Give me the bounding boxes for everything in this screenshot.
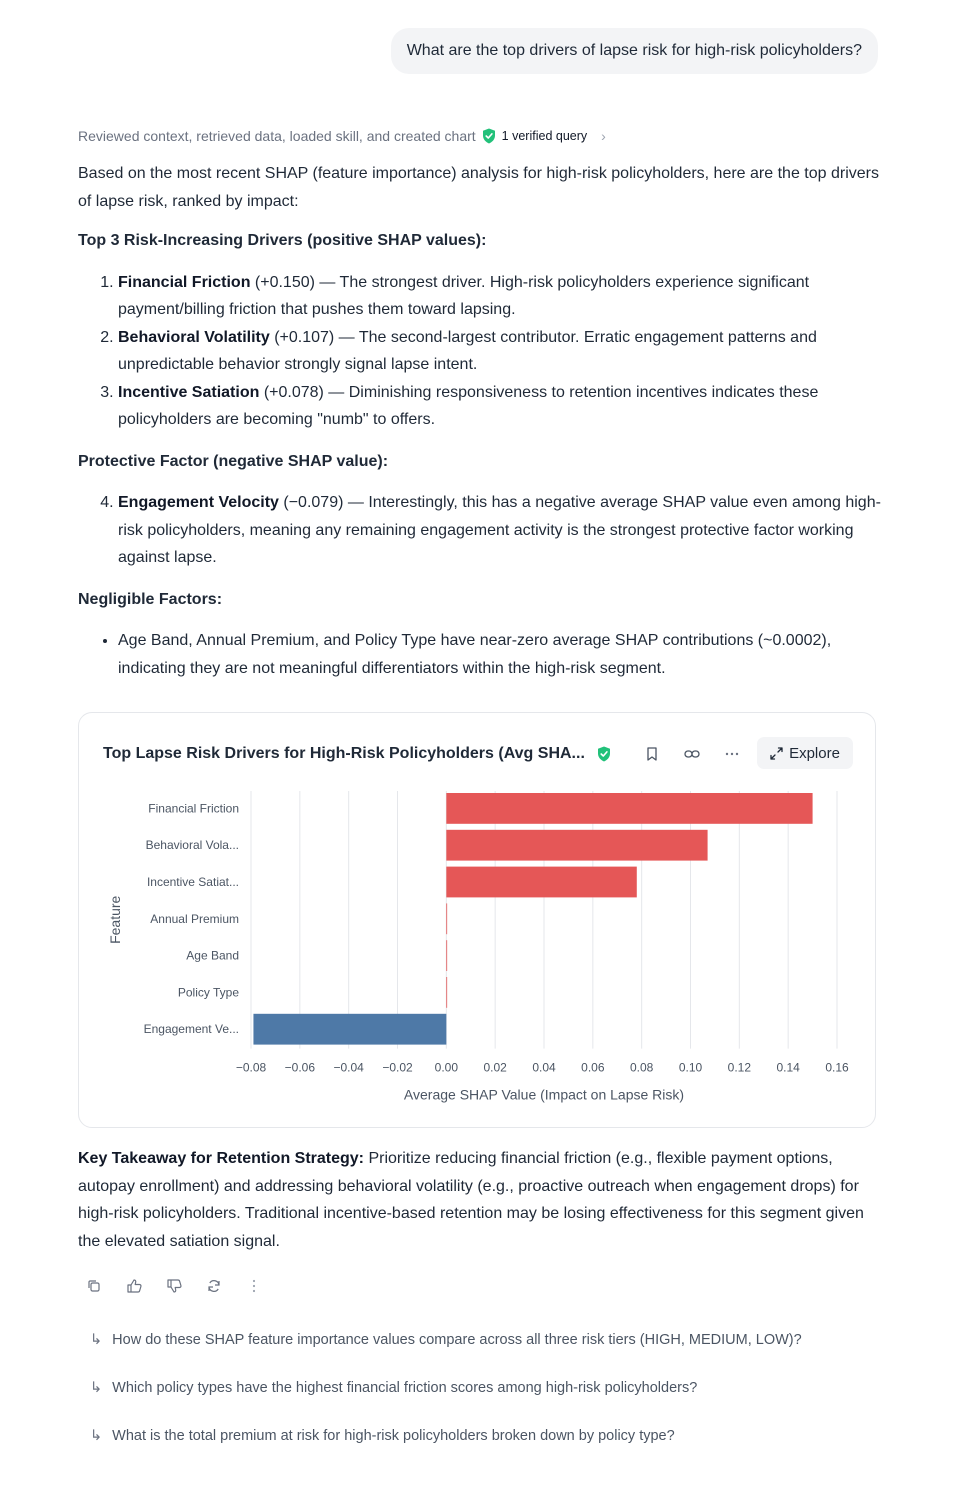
- x-tick-label: 0.02: [483, 1060, 507, 1075]
- reply-arrow-icon: ↳: [90, 1332, 103, 1348]
- bar-chart: [99, 783, 859, 1113]
- protective-list: [78, 489, 883, 572]
- shield-check-icon: [482, 128, 496, 144]
- takeaway-paragraph: [78, 1145, 883, 1255]
- y-tick-label: Policy Type: [177, 985, 239, 1000]
- y-tick-label: Annual Premium: [150, 911, 239, 926]
- bar: [446, 867, 636, 898]
- x-tick-label: 0.04: [532, 1060, 556, 1075]
- x-tick-label: 0.08: [629, 1060, 654, 1075]
- takeaway-label: Key Takeaway for Retention Strategy:: [78, 1150, 365, 1167]
- thumbs-down-icon[interactable]: [164, 1276, 184, 1296]
- section-heading-drivers: Top 3 Risk-Increasing Drivers (positive SHAP values):: [78, 232, 487, 249]
- x-tick-label: 0.12: [727, 1060, 752, 1075]
- driver-name: Financial Friction: [118, 273, 251, 291]
- driver-name: Behavioral Volatility: [118, 328, 270, 346]
- shield-check-icon: [597, 746, 611, 762]
- x-tick-label: 0.16: [825, 1060, 849, 1075]
- refresh-icon[interactable]: [204, 1276, 224, 1296]
- bar: [446, 830, 707, 861]
- driver-name: Incentive Satiation: [118, 383, 260, 401]
- x-tick-label: 0.10: [678, 1060, 703, 1075]
- bar: [446, 903, 447, 934]
- driver-text: (+0.150) — The strongest driver. High-risk policyholders experience significant payment/billing friction that pushes them toward lapsing.: [118, 273, 810, 318]
- driver-text: (−0.079) — Interestingly, this has a negative average SHAP value even among high-risk policyholders, meaning any remaining engagement activity is the strongest protective factor working against lapse.: [118, 494, 881, 566]
- x-tick-label: 0.06: [581, 1060, 605, 1075]
- x-tick-label: −0.08: [235, 1060, 267, 1075]
- followup-suggestion[interactable]: [90, 1380, 697, 1396]
- link-icon[interactable]: [681, 743, 703, 765]
- y-tick-label: Engagement Ve...: [143, 1022, 239, 1037]
- driver-text: (+0.078) — Diminishing responsiveness to retention incentives indicates these policyholders are becoming "numb" to offers.: [118, 383, 819, 428]
- list-item: [118, 269, 883, 324]
- bar: [446, 940, 447, 971]
- driver-text: (+0.107) — The second-largest contributor. Erratic engagement patterns and unpredictable behavior strongly signal lapse intent.: [118, 328, 817, 373]
- copy-icon[interactable]: [84, 1276, 104, 1296]
- list-item: [118, 489, 883, 572]
- chart-card: [78, 712, 876, 1128]
- y-tick-label: Incentive Satiat...: [146, 875, 239, 889]
- drivers-list: [78, 269, 883, 434]
- followup-suggestion[interactable]: [90, 1428, 675, 1444]
- explore-button[interactable]: [757, 737, 853, 769]
- reply-arrow-icon: ↳: [90, 1380, 103, 1396]
- explore-label: Explore: [789, 744, 840, 762]
- followup-text: Which policy types have the highest financial friction scores among high-risk policyholders?: [112, 1380, 698, 1396]
- activity-summary[interactable]: [78, 128, 606, 144]
- chart-title: Top Lapse Risk Drivers for High-Risk Policyholders (Avg SHA...: [103, 745, 585, 762]
- x-tick-label: 0.00: [434, 1060, 459, 1075]
- x-tick-label: −0.04: [333, 1060, 364, 1075]
- section-heading-protective: Protective Factor (negative SHAP value):: [78, 452, 389, 470]
- x-tick-label: 0.14: [776, 1060, 800, 1075]
- followup-text: How do these SHAP feature importance values compare across all three risk tiers (HIGH, MEDIUM, LOW)?: [112, 1332, 802, 1348]
- takeaway: [78, 1145, 883, 1255]
- followup-text: What is the total premium at risk for high-risk policyholders broken down by policy type?: [112, 1428, 675, 1444]
- expand-icon: [770, 747, 783, 760]
- user-message: What are the top drivers of lapse risk for high-risk policyholders?: [391, 28, 878, 74]
- reply-arrow-icon: ↳: [90, 1428, 103, 1444]
- followup-suggestion[interactable]: [90, 1332, 802, 1348]
- assistant-answer: [78, 160, 883, 682]
- x-tick-label: −0.02: [382, 1060, 413, 1075]
- list-item: [118, 324, 883, 379]
- chevron-right-icon[interactable]: ›: [601, 128, 606, 144]
- list-item: • Age Band, Annual Premium, and Policy Type have near-zero average SHAP contributions (~0.0002), indicating they are not meaningful differentiators within the high-risk segment.: [118, 627, 883, 682]
- bar: [446, 977, 447, 1008]
- y-tick-label: Financial Friction: [148, 801, 239, 816]
- x-axis-title: Average SHAP Value (Impact on Lapse Risk): [403, 1086, 685, 1103]
- more-vertical-icon[interactable]: [244, 1276, 264, 1296]
- list-item: [118, 379, 883, 434]
- verified-query-count: 1 verified query: [501, 129, 588, 143]
- bar: [253, 1014, 446, 1045]
- activity-summary-text: Reviewed context, retrieved data, loaded skill, and created chart: [78, 128, 476, 144]
- driver-name: Engagement Velocity: [118, 494, 279, 511]
- bar: [446, 793, 812, 824]
- bookmark-icon[interactable]: [641, 743, 663, 765]
- y-tick-label: Behavioral Vola...: [145, 838, 239, 853]
- answer-intro: Based on the most recent SHAP (feature importance) analysis for high-risk policyholders, here are the top drivers of lapse risk, ranked by impact:: [78, 165, 879, 210]
- thumbs-up-icon[interactable]: [124, 1276, 144, 1296]
- y-axis-title: Feature: [107, 895, 123, 944]
- more-horizontal-icon[interactable]: [721, 743, 743, 765]
- x-tick-label: −0.06: [284, 1060, 316, 1075]
- negligible-list: [78, 627, 883, 682]
- feedback-bar: [84, 1276, 284, 1296]
- section-heading-negligible: Negligible Factors:: [78, 590, 223, 608]
- y-tick-label: Age Band: [186, 948, 239, 963]
- takeaway-text: Prioritize reducing financial friction (e.g., flexible payment options, autopay enrollment) and addressing behavioral volatility (e.g., proactive outreach when engagement drops) for high-risk policyholders. Traditional incentive-based retention may be losing effectiveness for this segment given the elevated satiation signal.: [78, 1150, 864, 1250]
